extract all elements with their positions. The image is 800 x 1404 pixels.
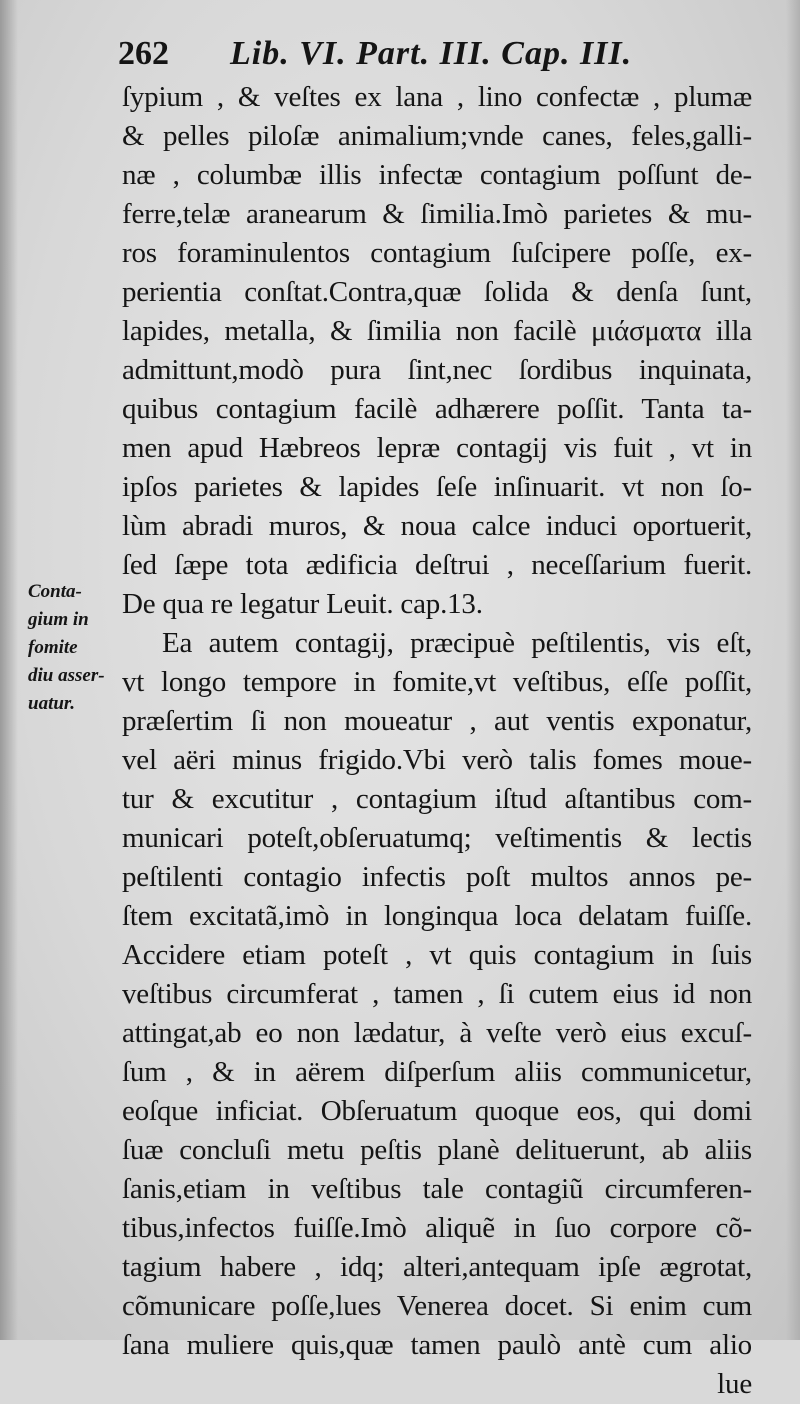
- text-line: lùm abradi muros, & noua calce induci oportuerit,: [122, 510, 752, 542]
- text-line: admittunt,modò pura ſint,nec ſordibus inquinata,: [122, 354, 752, 386]
- text-line: men apud Hæbreos lepræ contagij vis fuit , vt in: [122, 432, 752, 464]
- page-shadow-right: [786, 0, 800, 1340]
- margin-note-line: uatur.: [28, 693, 76, 714]
- margin-note-line: gium in: [28, 609, 89, 630]
- text-line: municari poteſt,obſeruatumq; veſtimentis & lectis: [122, 822, 752, 854]
- text-line: ſana muliere quis,quæ tamen paulò antè cum alio: [122, 1329, 752, 1361]
- text-line: ſum , & in aërem diſperſum aliis communicetur,: [122, 1056, 752, 1088]
- text-line: peſtilenti contagio infectis poſt multos annos pe-: [122, 861, 752, 893]
- text-line: tagium habere , idq; alteri,antequam ipſe ægrotat,: [122, 1251, 752, 1283]
- text-line: ſed ſæpe tota ædificia deſtrui , neceſſarium fuerit.: [122, 549, 752, 581]
- body-text: [122, 78, 752, 1404]
- text-line: ros foraminulentos contagium ſuſcipere poſſe, ex-: [122, 237, 752, 269]
- text-line: ſypium , & veſtes ex lana , lino confectæ , plumæ: [122, 81, 752, 113]
- text-line: tibus,infectos fuiſſe.Imò aliquẽ in ſuo corpore cõ-: [122, 1212, 752, 1244]
- text-line: attingat,ab eo non lædatur, à veſte verò eius excuſ-: [122, 1017, 752, 1049]
- text-line: næ , columbæ illis infectæ contagium poſſunt de-: [122, 159, 752, 191]
- catchword: lue: [717, 1368, 752, 1400]
- text-line: ferre,telæ aranearum & ſimilia.Imò parietes & mu-: [122, 198, 752, 230]
- text-line: vt longo tempore in fomite,vt veſtibus, eſſe poſſit,: [122, 666, 752, 698]
- text-line: Ea autem contagij, præcipuè peſtilentis, vis eſt,: [162, 627, 752, 659]
- text-line: quibus contagium facilè adhærere poſſit. Tanta ta-: [122, 393, 752, 425]
- text-line: cõmunicare poſſe,lues Venerea docet. Si enim cum: [122, 1290, 752, 1322]
- text-line: ſanis,etiam in veſtibus tale contagiũ circumferen-: [122, 1173, 752, 1205]
- text-line: lapides, metalla, & ſimilia non facilè μιάσματα illa: [122, 315, 752, 347]
- text-line: veſtibus circumferat , tamen , ſi cutem eius id non: [122, 978, 752, 1010]
- margin-note-line: diu asser-: [28, 665, 105, 686]
- page-number: 262: [118, 35, 169, 72]
- text-line: ſtem excitatã,imò in longinqua loca delatam fuiſſe.: [122, 900, 752, 932]
- text-line: præſertim ſi non moueatur , aut ventis exponatur,: [122, 705, 752, 737]
- text-line: eoſque inficiat. Obſeruatum quoque eos, qui domi: [122, 1095, 752, 1127]
- margin-note: [28, 578, 118, 718]
- text-line: tur & excutitur , contagium iſtud aſtantibus com-: [122, 783, 752, 815]
- margin-note-line: Conta-: [28, 581, 82, 602]
- page-header: [118, 32, 758, 76]
- running-title: Lib. VI. Part. III. Cap. III.: [230, 35, 633, 72]
- text-line: perientia conſtat.Contra,quæ ſolida & denſa ſunt,: [122, 276, 752, 308]
- text-line: De qua re legatur Leuit. cap.13.: [122, 588, 483, 620]
- text-line: vel aëri minus frigido.Vbi verò talis fomes moue-: [122, 744, 752, 776]
- text-line: ſuæ concluſi metu peſtis planè delituerunt, ab aliis: [122, 1134, 752, 1166]
- text-line: ipſos parietes & lapides ſeſe inſinuarit. vt non ſo-: [122, 471, 752, 503]
- margin-note-line: fomite: [28, 637, 78, 658]
- text-line: Accidere etiam poteſt , vt quis contagium in ſuis: [122, 939, 752, 971]
- text-line: & pelles piloſæ animalium;vnde canes, feles,galli-: [122, 120, 752, 152]
- page-shadow-left: [0, 0, 18, 1340]
